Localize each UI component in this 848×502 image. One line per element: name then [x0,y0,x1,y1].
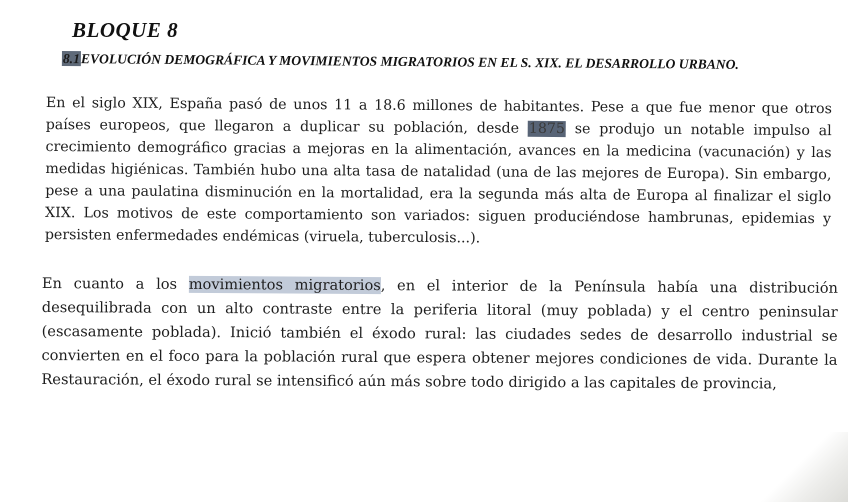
page-curl-shadow [758,432,848,502]
paragraph-migrations [41,272,838,397]
highlighted-term: movimientos migratorios [188,275,381,295]
section-heading [62,49,832,75]
highlighted-year: 1875 [528,120,566,138]
paragraph2-text-before: En cuanto a los [41,274,178,293]
section-number: 8.1 [62,51,80,67]
section-title: EVOLUCIÓN DEMOGRÁFICA Y MOVIMIENTOS MIGRATORIOS EN EL S. XIX. EL DESARROLLO URBANO. [80,51,739,72]
paragraph1-text-after: se produjo un notable impulso al crecimiento demográfico gracias a mejoras en la alimentación, avances en la medicina (vacunación) y las medidas higiénicas. También hubo una alta tasa de natalidad (una de las mejores de Europa). Sin embargo, pese a una paulatina disminución en la mortalidad, era la segunda más alta de Europa al finalizar el siglo XIX. Los motivos de este comportamiento son variados: siguen produciéndose hambrunas, epidemias y persisten enfermedades endémicas (viruela, tuberculosis...). [44,121,832,247]
paragraph1-text-before: En el siglo XIX, España pasó de unos 11 a 18.6 millones de habitantes. Pese a que fue menor que otros países europeos, que llegaron a duplicar su población, desde [45,94,832,137]
block-title: BLOQUE 8 [72,18,179,42]
paragraph-demography [45,92,832,252]
paragraph2-text-after: , en el interior de la Península había una distribución desequilibrada con un alto contraste entre la periferia litoral (muy poblada) y el centro peninsular (escasamente poblada). Inició también el éxodo rural: las ciudades sedes de desarrollo industrial se convierten en el foco para la población rural que espera obtener mejores condiciones de vida. Durante la Restauración, el éxodo rural se intensificó aún más sobre todo dirigido a las capitales de provincia, [41,277,838,393]
